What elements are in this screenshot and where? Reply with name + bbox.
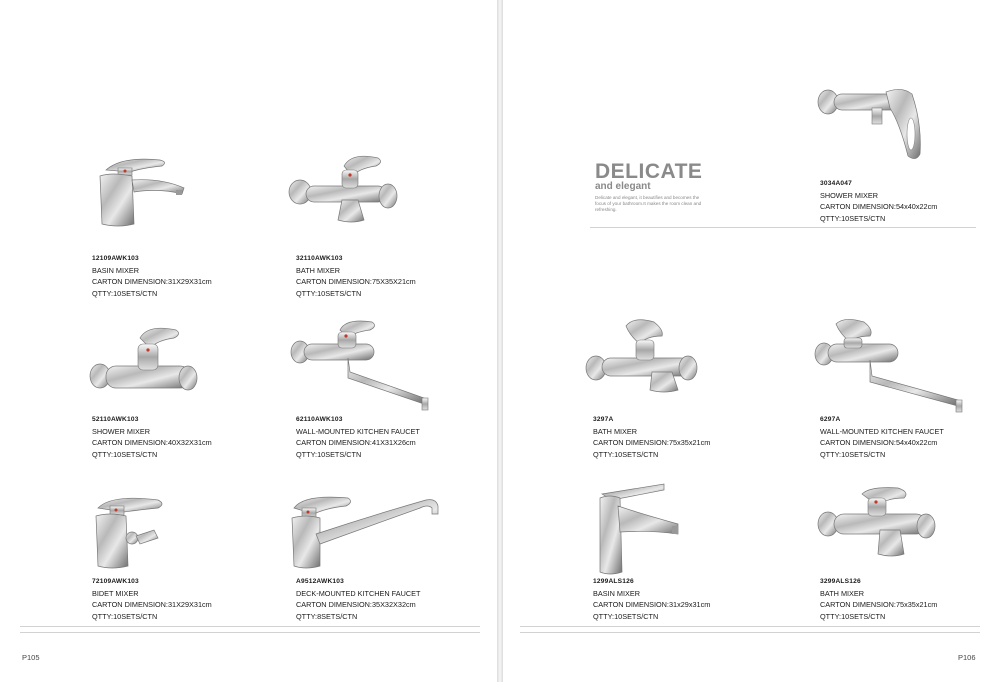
- product-name: BASIN MIXER: [593, 588, 641, 598]
- product-qty: QTTY:10SETS/CTN: [820, 449, 886, 459]
- bath-mixer-icon: [816, 484, 938, 572]
- bidet-mixer-icon: [92, 490, 172, 572]
- product-name: DECK-MOUNTED KITCHEN FAUCET: [296, 588, 421, 598]
- product-image: [584, 314, 784, 394]
- product-code: 52110AWK103: [92, 416, 139, 423]
- product-image: [816, 484, 1000, 572]
- product-name: SHOWER MIXER: [92, 426, 150, 436]
- product-caption: [92, 253, 212, 299]
- product-qty: QTTY:10SETS/CTN: [820, 611, 886, 621]
- product-carton: CARTON DIMENSION:31x29x31cm: [593, 600, 711, 609]
- product-name: WALL-MOUNTED KITCHEN FAUCET: [296, 426, 420, 436]
- product-qty: QTTY:8SETS/CTN: [296, 611, 358, 621]
- product-code: 62110AWK103: [296, 416, 343, 423]
- product-qty: QTTY:10SETS/CTN: [92, 611, 158, 621]
- divider: [20, 632, 480, 633]
- divider: [520, 626, 980, 627]
- product-qty: QTTY:10SETS/CTN: [593, 449, 659, 459]
- bath-mixer-icon: [286, 152, 398, 228]
- product-qty: QTTY:10SETS/CTN: [296, 449, 362, 459]
- page-number: P106: [958, 653, 976, 662]
- wall-kitchen-faucet-icon: [288, 318, 436, 418]
- product-code: 6297A: [820, 416, 841, 423]
- product-image: [88, 322, 288, 400]
- product-image: [290, 490, 490, 574]
- shower-mixer-icon: [816, 84, 928, 166]
- product-carton: CARTON DIMENSION:31X29X31cm: [92, 277, 212, 286]
- product-code: 32110AWK103: [296, 255, 343, 262]
- product-image: [92, 148, 292, 232]
- product-code: 3299ALS126: [820, 578, 861, 585]
- product-image: [816, 84, 1000, 166]
- headline-body: Delicate and elegant, it beautifies and becomes the focus of your bathroom.It makes the room clean and refreshing.: [595, 195, 702, 213]
- product-carton: CARTON DIMENSION:35X32X32cm: [296, 600, 416, 609]
- headline-subtitle: and elegant: [595, 181, 651, 192]
- divider: [590, 227, 976, 228]
- product-caption: [92, 414, 212, 460]
- product-caption: [820, 576, 937, 622]
- product-qty: QTTY:10SETS/CTN: [820, 213, 886, 223]
- product-caption: [296, 414, 420, 460]
- product-code: 3297A: [593, 416, 614, 423]
- product-carton: CARTON DIMENSION:75X35X21cm: [296, 277, 416, 286]
- product-qty: QTTY:10SETS/CTN: [593, 611, 659, 621]
- product-qty: QTTY:10SETS/CTN: [296, 288, 362, 298]
- product-image: [286, 152, 486, 228]
- basin-mixer-icon: [592, 480, 688, 578]
- product-carton: CARTON DIMENSION:41X31X26cm: [296, 438, 416, 447]
- product-name: BIDET MIXER: [92, 588, 139, 598]
- product-qty: QTTY:10SETS/CTN: [92, 288, 158, 298]
- product-caption: [296, 576, 420, 622]
- product-name: WALL-MOUNTED KITCHEN FAUCET: [820, 426, 944, 436]
- product-caption: [593, 576, 710, 622]
- product-caption: [92, 576, 212, 622]
- bath-mixer-icon: [584, 314, 700, 394]
- product-carton: CARTON DIMENSION:54x40x22cm: [820, 202, 938, 211]
- product-caption: [820, 414, 944, 460]
- headline-block: [595, 161, 710, 214]
- product-code: 12109AWK103: [92, 255, 139, 262]
- product-carton: CARTON DIMENSION:54x40x22cm: [820, 438, 938, 447]
- product-code: 1299ALS126: [593, 578, 634, 585]
- product-code: A9512AWK103: [296, 578, 345, 585]
- product-image: [812, 314, 1000, 418]
- deck-kitchen-faucet-icon: [290, 490, 444, 574]
- product-caption: [820, 178, 937, 224]
- product-qty: QTTY:10SETS/CTN: [92, 449, 158, 459]
- product-name: BATH MIXER: [296, 265, 341, 275]
- product-code: 3034A047: [820, 180, 853, 187]
- product-carton: CARTON DIMENSION:40X32X31cm: [92, 438, 212, 447]
- product-name: BATH MIXER: [593, 426, 638, 436]
- product-code: 72109AWK103: [92, 578, 139, 585]
- wall-kitchen-faucet-icon: [812, 314, 966, 418]
- product-image: [592, 480, 792, 578]
- product-caption: [296, 253, 416, 299]
- headline-title: DELICATE: [595, 160, 703, 183]
- divider: [20, 626, 480, 627]
- basin-mixer-icon: [92, 148, 192, 232]
- product-image: [92, 490, 292, 572]
- page-number: P105: [22, 653, 40, 662]
- product-caption: [593, 414, 710, 460]
- shower-mixer-icon: [88, 322, 200, 400]
- product-carton: CARTON DIMENSION:75x35x21cm: [820, 600, 938, 609]
- product-name: SHOWER MIXER: [820, 190, 878, 200]
- product-carton: CARTON DIMENSION:31X29X31cm: [92, 600, 212, 609]
- product-carton: CARTON DIMENSION:75x35x21cm: [593, 438, 711, 447]
- product-image: [288, 318, 488, 418]
- product-name: BASIN MIXER: [92, 265, 140, 275]
- divider: [520, 632, 980, 633]
- product-name: BATH MIXER: [820, 588, 865, 598]
